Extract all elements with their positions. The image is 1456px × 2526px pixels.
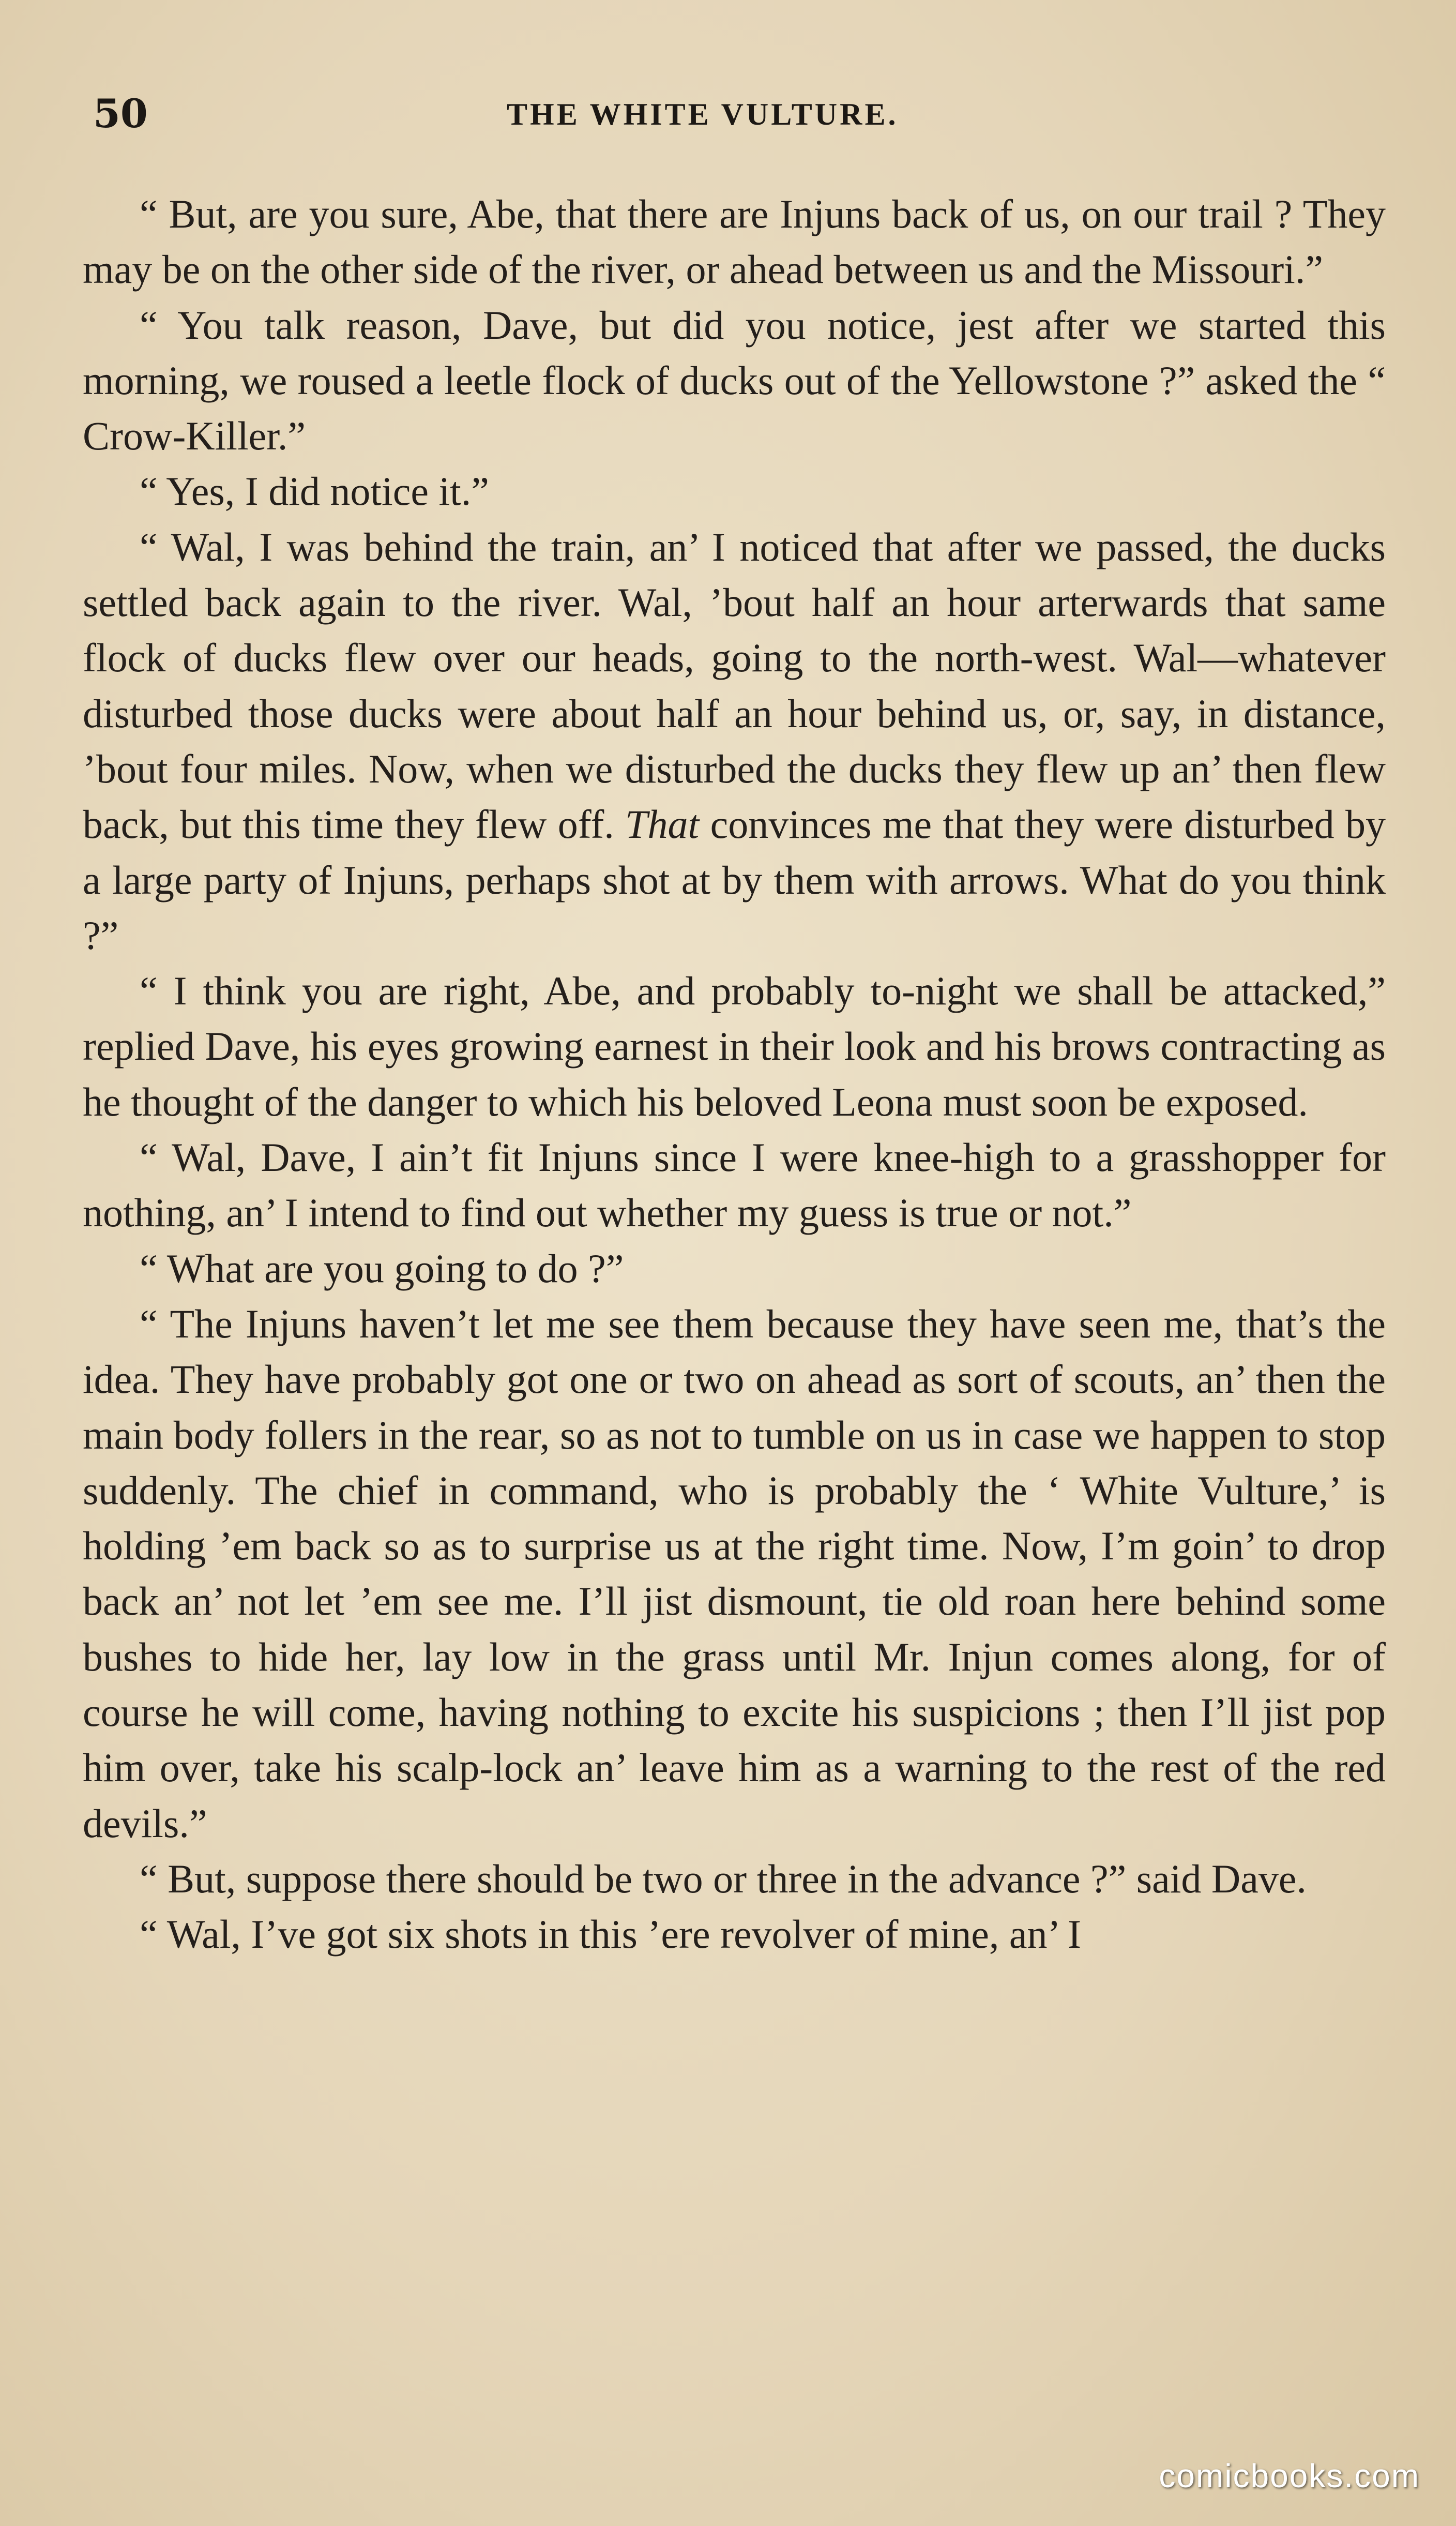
running-title: THE WHITE VULTURE. [507, 97, 899, 131]
paragraph [83, 519, 1386, 963]
paragraph: “ But, are you sure, Abe, that there are Injuns back of us, on our trail ? They may be on the other side of the river, or ahead between us and the Missouri.” [83, 191, 1386, 292]
paragraph: “ Yes, I did notice it.” [140, 469, 489, 514]
page-number: 50 [93, 91, 148, 137]
paragraph: “ You talk reason, Dave, but did you notice, jest after we started this morning, we roused a leetle flock of ducks out of the Yellowstone ?” asked the “ Crow-Killer.” [83, 302, 1386, 459]
paragraph: “ Wal, I’ve got six shots in this ’ere revolver of mine, an’ I [140, 1912, 1082, 1957]
paragraph-text: convinces me that they were disturbed by a large party of Injuns, perhaps shot at by them with arrows. What do you think ?” [83, 802, 1386, 958]
paragraph: “ What are you going to do ?” [140, 1245, 624, 1291]
paragraph: “ I think you are right, Abe, and probably to-night we shall be attacked,” replied Dave, his eyes growing earnest in their look and his brows contracting as he thought of the danger to which his beloved Leona must soon be exposed. [83, 968, 1386, 1124]
page-header [78, 91, 1386, 142]
watermark: comicbooks.com [1159, 2457, 1420, 2494]
paragraph: “ Wal, Dave, I ain’t fit Injuns since I were knee-high to a grasshopper for nothing, an’ I intend to find out whether my guess is true or not.” [83, 1135, 1386, 1236]
paragraph: “ The Injuns haven’t let me see them because they have seen me, that’s the idea. They have probably got one or two on ahead as sort of scouts, an’ then the main body follers in the rear, so as not to tumble on us in case we happen to stop suddenly. The chief in command, who is probably the ‘ White Vulture,’ is holding ’em back so as to surprise us at the right time. Now, I’m goin’ to drop back an’ not let ’em see me. I’ll jist dismount, tie old roan here behind some bushes to hide her, lay low in the grass until Mr. Injun comes along, for of course he will come, having nothing to excite his suspicions ; then I’ll jist pop him over, take his scalp-lock an’ leave him as a warning to the rest of the red devils.” [83, 1301, 1386, 1846]
body-text [83, 186, 1386, 1962]
paragraph: “ But, suppose there should be two or three in the advance ?” said Dave. [140, 1856, 1307, 1901]
paragraph-text: “ Wal, I was behind the train, an’ I noticed that after we passed, the ducks settled back again to the river. Wal, ’bout half an hour arterwards that same flock of ducks flew over our heads, going to the north-west. Wal—whatever disturbed those ducks were about half an hour behind us, or, say, in distance, ’bout four miles. Now, when we disturbed the ducks they flew up an’ then flew back, but this time they flew off. [83, 524, 1386, 847]
italic-emphasis: That [625, 802, 700, 847]
